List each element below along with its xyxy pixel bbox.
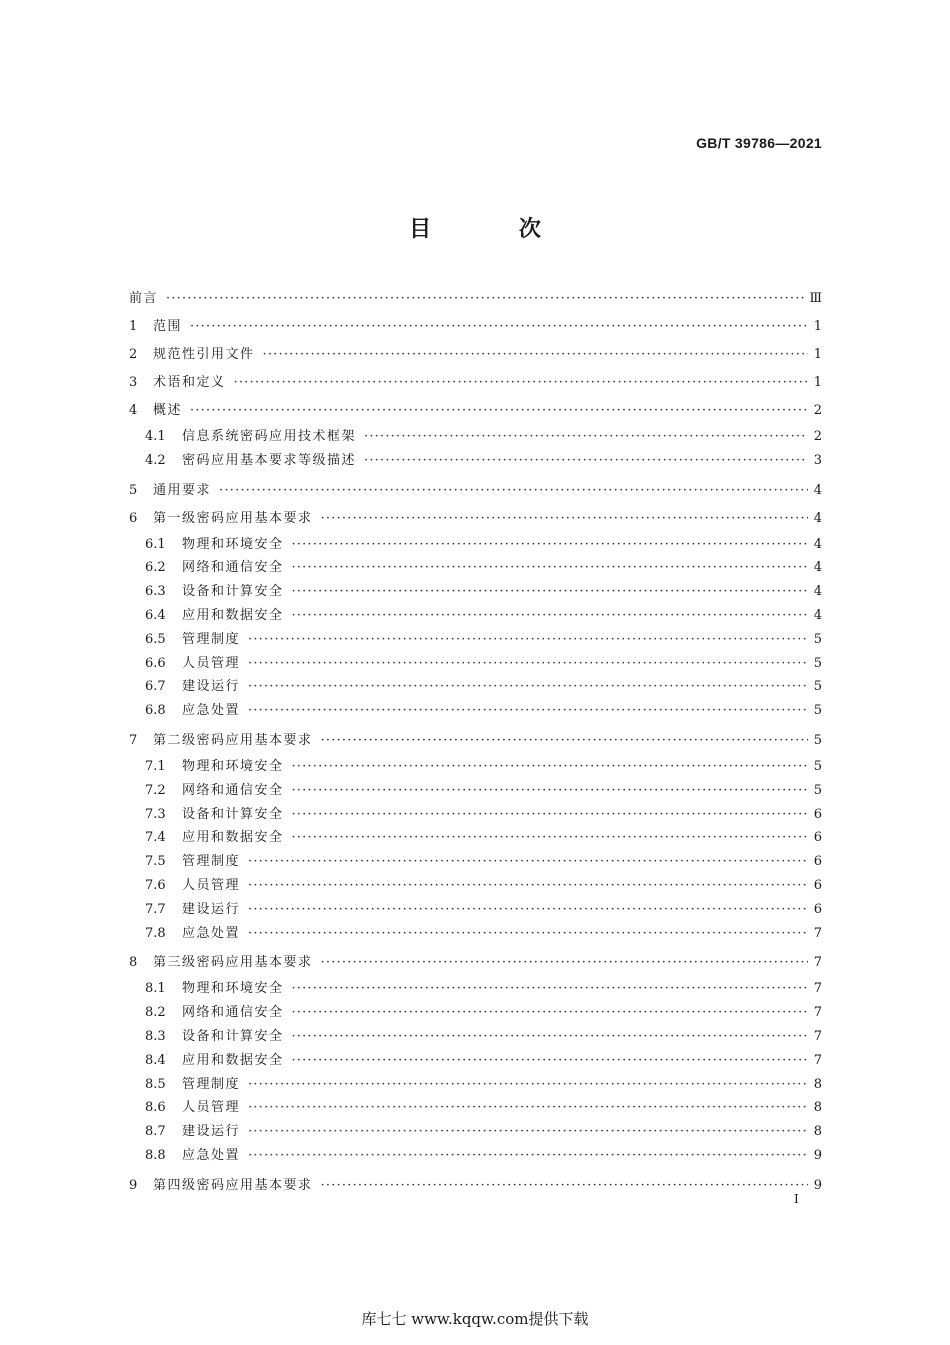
toc-entry[interactable] bbox=[129, 755, 822, 779]
toc-entry-number: 4 bbox=[129, 403, 138, 418]
toc-leader-dots bbox=[190, 313, 808, 341]
toc-leader-dots bbox=[292, 604, 808, 628]
toc-entry-page: 1 bbox=[813, 375, 822, 390]
toc-entry[interactable] bbox=[129, 285, 822, 313]
toc-entry-title: 管理制度 bbox=[182, 1076, 241, 1092]
toc-entry-page: 7 bbox=[813, 1052, 822, 1068]
toc-leader-dots bbox=[248, 850, 808, 874]
table-of-contents bbox=[129, 285, 822, 1200]
toc-entry-page: 5 bbox=[813, 782, 822, 798]
toc-entry-page: 4 bbox=[813, 560, 822, 576]
toc-entry-page: 5 bbox=[813, 631, 822, 647]
toc-entry-number: 6.6 bbox=[145, 655, 166, 671]
toc-entry-title: 设备和计算安全 bbox=[182, 806, 284, 822]
toc-entry-number: 7.2 bbox=[145, 782, 166, 798]
toc-entry[interactable] bbox=[129, 779, 822, 803]
toc-leader-dots bbox=[292, 977, 808, 1001]
toc-entry[interactable] bbox=[129, 477, 822, 505]
toc-entry-page: 4 bbox=[813, 536, 822, 552]
toc-leader-dots bbox=[364, 449, 808, 473]
toc-entry[interactable] bbox=[129, 369, 822, 397]
toc-leader-dots bbox=[292, 1001, 808, 1025]
toc-entry-page: 6 bbox=[813, 854, 822, 870]
toc-entry-title: 密码应用基本要求等级描述 bbox=[182, 452, 357, 468]
toc-entry[interactable] bbox=[129, 850, 822, 874]
toc-entry-title: 范围 bbox=[153, 319, 183, 334]
toc-entry[interactable] bbox=[129, 699, 822, 723]
toc-entry-page: 2 bbox=[813, 403, 822, 418]
toc-entry[interactable] bbox=[129, 652, 822, 676]
toc-leader-dots bbox=[248, 898, 808, 922]
toc-entry-number: 7.1 bbox=[145, 758, 166, 774]
toc-entry[interactable] bbox=[129, 533, 822, 557]
toc-entry-title: 应用和数据安全 bbox=[182, 830, 284, 846]
toc-entry-number: 8.5 bbox=[145, 1076, 166, 1092]
toc-leader-dots bbox=[248, 1073, 808, 1097]
toc-entry-title: 建设运行 bbox=[182, 1124, 241, 1140]
toc-entry[interactable] bbox=[129, 449, 822, 473]
toc-entry-number: 7.8 bbox=[145, 925, 166, 941]
toc-leader-dots bbox=[190, 397, 808, 425]
toc-entry[interactable] bbox=[129, 505, 822, 533]
toc-leader-dots bbox=[263, 341, 808, 369]
toc-entry-title: 应急处置 bbox=[182, 925, 241, 941]
toc-leader-dots bbox=[166, 285, 805, 313]
toc-leader-dots bbox=[292, 755, 808, 779]
toc-leader-dots bbox=[248, 699, 808, 723]
toc-entry[interactable] bbox=[129, 556, 822, 580]
toc-entry-page: 7 bbox=[813, 925, 822, 941]
toc-entry[interactable] bbox=[129, 949, 822, 977]
toc-entry-number: 1 bbox=[129, 319, 138, 334]
toc-leader-dots bbox=[321, 1172, 808, 1200]
toc-leader-dots bbox=[292, 533, 808, 557]
toc-entry-number: 8.7 bbox=[145, 1124, 166, 1140]
toc-entry-page: 7 bbox=[813, 1028, 822, 1044]
toc-entry[interactable] bbox=[129, 727, 822, 755]
toc-entry-title: 通用要求 bbox=[153, 482, 212, 498]
toc-leader-dots bbox=[248, 874, 808, 898]
toc-entry-page: 5 bbox=[813, 758, 822, 774]
toc-entry-number: 6.1 bbox=[145, 536, 166, 552]
toc-leader-dots bbox=[292, 556, 808, 580]
toc-entry-page: 6 bbox=[813, 806, 822, 822]
toc-entry[interactable] bbox=[129, 898, 822, 922]
toc-leader-dots bbox=[321, 949, 808, 977]
toc-entry-number: 8.3 bbox=[145, 1028, 166, 1044]
toc-entry-page: 6 bbox=[813, 901, 822, 917]
toc-leader-dots bbox=[292, 779, 808, 803]
toc-entry[interactable] bbox=[129, 1172, 822, 1200]
toc-entry-title: 第三级密码应用基本要求 bbox=[153, 955, 313, 971]
toc-entry-title: 应急处置 bbox=[182, 703, 241, 719]
toc-entry-page: 9 bbox=[813, 1147, 822, 1163]
toc-entry-title: 物理和环境安全 bbox=[182, 536, 284, 552]
toc-entry-page: 7 bbox=[813, 981, 822, 997]
toc-entry-page: 7 bbox=[813, 955, 822, 971]
toc-entry-title: 建设运行 bbox=[182, 901, 241, 917]
toc-leader-dots bbox=[292, 1025, 808, 1049]
toc-entry[interactable] bbox=[129, 874, 822, 898]
toc-leader-dots bbox=[321, 505, 808, 533]
toc-entry-number: 6.7 bbox=[145, 679, 166, 695]
toc-leader-dots bbox=[292, 580, 808, 604]
toc-entry-page: 7 bbox=[813, 1005, 822, 1021]
toc-leader-dots bbox=[219, 477, 808, 505]
toc-entry-number: 2 bbox=[129, 347, 138, 362]
standard-code: GB/T 39786—2021 bbox=[696, 135, 822, 151]
toc-leader-dots bbox=[248, 628, 808, 652]
toc-entry-page: 1 bbox=[813, 319, 822, 334]
toc-entry-page: 8 bbox=[813, 1100, 822, 1116]
toc-title: 目 次 bbox=[409, 217, 581, 242]
toc-entry-title: 网络和通信安全 bbox=[182, 782, 284, 798]
toc-entry[interactable] bbox=[129, 1001, 822, 1025]
toc-entry-number: 7 bbox=[129, 732, 138, 748]
toc-leader-dots bbox=[234, 369, 808, 397]
toc-entry[interactable] bbox=[129, 1120, 822, 1144]
toc-entry-title: 信息系统密码应用技术框架 bbox=[182, 429, 357, 444]
toc-entry[interactable] bbox=[129, 1144, 822, 1168]
toc-entry-title: 第二级密码应用基本要求 bbox=[153, 732, 313, 748]
toc-entry-page: 6 bbox=[813, 830, 822, 846]
toc-entry-title: 管理制度 bbox=[182, 631, 241, 647]
toc-entry-number: 7.5 bbox=[145, 854, 166, 870]
toc-entry-page: 5 bbox=[813, 655, 822, 671]
toc-entry[interactable] bbox=[129, 803, 822, 827]
toc-entry-title: 前言 bbox=[129, 291, 159, 306]
toc-entry-page: 4 bbox=[813, 510, 822, 526]
toc-entry[interactable] bbox=[129, 397, 822, 425]
toc-entry-number: 8.8 bbox=[145, 1147, 166, 1163]
toc-leader-dots bbox=[248, 922, 808, 946]
toc-entry[interactable] bbox=[129, 313, 822, 341]
toc-entry-title: 人员管理 bbox=[182, 877, 241, 893]
toc-entry-number: 6.5 bbox=[145, 631, 166, 647]
toc-entry-number: 7.6 bbox=[145, 877, 166, 893]
toc-entry-title: 第一级密码应用基本要求 bbox=[153, 510, 313, 526]
toc-entry-page: 8 bbox=[813, 1124, 822, 1140]
toc-leader-dots bbox=[248, 675, 808, 699]
toc-entry-page: 2 bbox=[813, 429, 822, 444]
toc-entry[interactable] bbox=[129, 628, 822, 652]
toc-entry-title: 管理制度 bbox=[182, 854, 241, 870]
toc-entry-title: 应急处置 bbox=[182, 1147, 241, 1163]
toc-entry-number: 4.2 bbox=[145, 452, 166, 468]
toc-entry-number: 8.6 bbox=[145, 1100, 166, 1116]
toc-entry-page: 5 bbox=[813, 732, 822, 748]
toc-entry[interactable] bbox=[129, 341, 822, 369]
page-folio: I bbox=[794, 1192, 799, 1206]
toc-leader-dots bbox=[248, 1096, 808, 1120]
toc-entry-title: 应用和数据安全 bbox=[182, 1052, 284, 1068]
toc-entry-page: 3 bbox=[813, 452, 822, 468]
toc-entry-title: 物理和环境安全 bbox=[182, 981, 284, 997]
toc-entry-title: 术语和定义 bbox=[153, 375, 226, 390]
toc-entry[interactable] bbox=[129, 1073, 822, 1097]
toc-entry-page: 1 bbox=[813, 347, 822, 362]
toc-entry[interactable] bbox=[129, 826, 822, 850]
toc-entry-title: 设备和计算安全 bbox=[182, 1028, 284, 1044]
toc-entry[interactable] bbox=[129, 1025, 822, 1049]
toc-entry-number: 8.1 bbox=[145, 981, 166, 997]
toc-entry-number: 5 bbox=[129, 482, 138, 498]
toc-entry-page: 6 bbox=[813, 877, 822, 893]
toc-entry-title: 概述 bbox=[153, 403, 183, 418]
toc-entry[interactable] bbox=[129, 425, 822, 449]
toc-entry-number: 7.3 bbox=[145, 806, 166, 822]
toc-entry[interactable] bbox=[129, 604, 822, 628]
toc-entry-page: 4 bbox=[813, 482, 822, 498]
toc-leader-dots bbox=[321, 727, 808, 755]
toc-entry-title: 规范性引用文件 bbox=[153, 347, 255, 362]
toc-entry[interactable] bbox=[129, 977, 822, 1001]
toc-entry-title: 人员管理 bbox=[182, 1100, 241, 1116]
toc-entry-number: 8.2 bbox=[145, 1005, 166, 1021]
toc-entry-title: 设备和计算安全 bbox=[182, 584, 284, 600]
toc-entry-page: 4 bbox=[813, 607, 822, 623]
toc-leader-dots bbox=[248, 652, 808, 676]
download-footer: 库七七 www.kqqw.com提供下载 bbox=[361, 1310, 589, 1328]
toc-entry-page: 9 bbox=[813, 1177, 822, 1193]
toc-leader-dots bbox=[292, 826, 808, 850]
toc-entry[interactable] bbox=[129, 922, 822, 946]
toc-entry-number: 3 bbox=[129, 375, 138, 390]
toc-entry[interactable] bbox=[129, 580, 822, 604]
toc-entry-page: Ⅲ bbox=[809, 291, 822, 306]
toc-entry-number: 6.4 bbox=[145, 607, 166, 623]
toc-entry-title: 建设运行 bbox=[182, 679, 241, 695]
toc-leader-dots bbox=[292, 1049, 808, 1073]
toc-entry-number: 6.2 bbox=[145, 560, 166, 576]
toc-entry-number: 4.1 bbox=[145, 429, 166, 444]
toc-leader-dots bbox=[364, 425, 808, 449]
toc-entry[interactable] bbox=[129, 675, 822, 699]
toc-entry-title: 网络和通信安全 bbox=[182, 560, 284, 576]
toc-entry-number: 8 bbox=[129, 955, 138, 971]
toc-entry-number: 6.3 bbox=[145, 584, 166, 600]
toc-entry-title: 网络和通信安全 bbox=[182, 1005, 284, 1021]
toc-entry-page: 8 bbox=[813, 1076, 822, 1092]
toc-entry-number: 8.4 bbox=[145, 1052, 166, 1068]
toc-entry-page: 5 bbox=[813, 703, 822, 719]
toc-entry-page: 4 bbox=[813, 584, 822, 600]
toc-entry-number: 7.7 bbox=[145, 901, 166, 917]
toc-entry-number: 6.8 bbox=[145, 703, 166, 719]
toc-leader-dots bbox=[248, 1120, 808, 1144]
toc-entry-title: 第四级密码应用基本要求 bbox=[153, 1177, 313, 1193]
toc-entry-number: 7.4 bbox=[145, 830, 166, 846]
toc-entry-title: 物理和环境安全 bbox=[182, 758, 284, 774]
toc-leader-dots bbox=[292, 803, 808, 827]
toc-entry-number: 9 bbox=[129, 1177, 138, 1193]
toc-entry-number: 6 bbox=[129, 510, 138, 526]
toc-entry[interactable] bbox=[129, 1096, 822, 1120]
toc-entry-title: 人员管理 bbox=[182, 655, 241, 671]
toc-entry[interactable] bbox=[129, 1049, 822, 1073]
toc-entry-page: 5 bbox=[813, 679, 822, 695]
toc-entry-title: 应用和数据安全 bbox=[182, 607, 284, 623]
toc-leader-dots bbox=[248, 1144, 808, 1168]
